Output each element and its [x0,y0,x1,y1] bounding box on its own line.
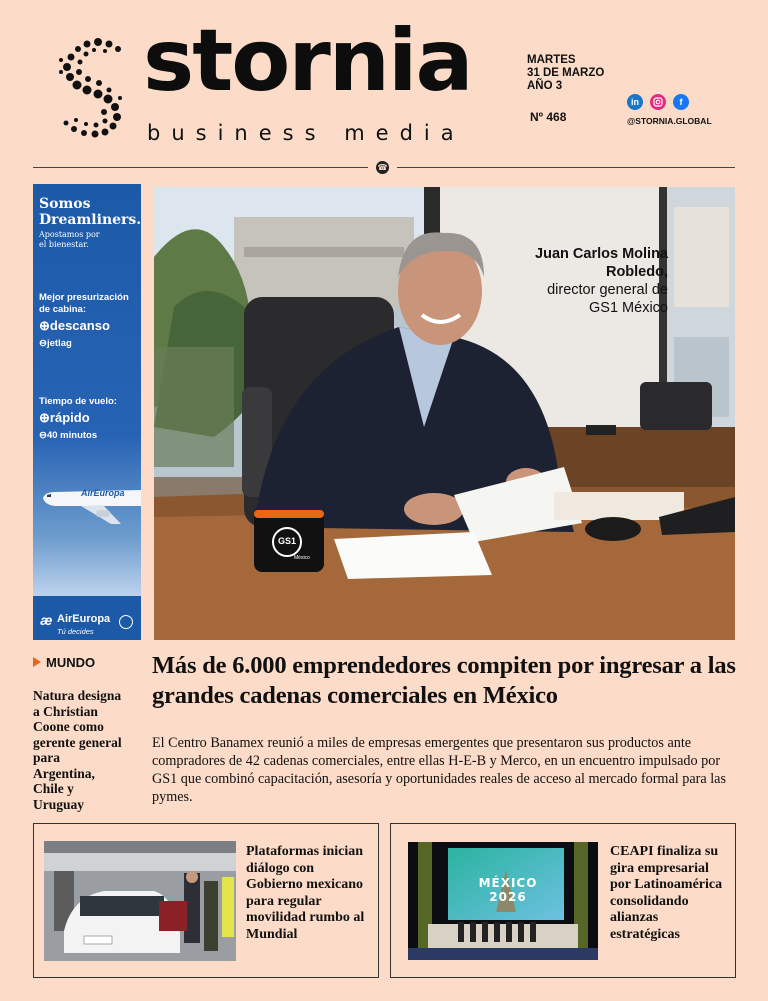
mug-logo-sub: México [294,555,310,561]
plus-circle-icon: ⊕ [39,318,50,333]
header-divider-right [397,167,735,168]
ad-block1-plus: ⊕descanso [39,318,110,333]
airline-ad[interactable] [33,184,141,640]
brand-tagline: business media [147,121,465,145]
conference-screen-text: MÉXICO 2026 [478,876,538,904]
story-image-conference [408,842,598,960]
ad-block1-minus: ⊖jetlag [39,338,72,349]
ad-title: Somos Dreamliners. [39,196,141,228]
section-label[interactable]: MUNDO [46,655,96,670]
header-divider-left [33,167,368,168]
plus-circle-icon: ⊕ [39,410,50,425]
ad-brand: AirEuropa [57,613,111,625]
airplane-label: AirEuropa [81,488,125,498]
caption-role: director general de GS1 México [547,282,668,316]
brand-logo-mark [58,36,128,138]
issue-date [527,54,617,93]
story-card-mobility[interactable] [33,823,379,978]
date-weekday: MARTES [527,54,576,66]
story-card-ceapi[interactable] [390,823,736,978]
mug-logo: GS1 [278,536,297,546]
issue-number: Nº 468 [530,110,567,124]
ad-block2-plus: ⊕rápido [39,410,90,425]
story-image-traffic [44,841,236,961]
brand-wordmark: stornia [143,11,472,111]
section-marker-icon [33,657,41,667]
phone-icon: ☎ [377,163,388,172]
linkedin-icon[interactable]: in [627,94,643,110]
minus-circle-icon: ⊖ [39,430,47,441]
ad-subtitle: Apostamos por el bienestar. [39,230,100,249]
social-handle[interactable]: @STORNIA.GLOBAL [627,116,712,126]
story-title-ceapi[interactable]: CEAPI finaliza su gira empresarial por Latinoamérica consolidando alianzas estratégicas [610,844,723,942]
instagram-icon[interactable] [650,94,666,110]
ad-brand-tag: Tú decides [57,627,94,636]
airline-logo-icon: æ [40,612,53,628]
caption-name: Juan Carlos Molina Robledo, [535,246,668,280]
ad-block1-heading: Mejor presurización de cabina: [39,292,129,315]
date-day: 31 DE MARZO [527,67,605,79]
ad-block2-minus: ⊖40 minutos [39,430,98,441]
main-headline[interactable]: Más de 6.000 emprendedores compiten por ingresar a las grandes cadenas comerciales en México [152,652,736,709]
minus-circle-icon: ⊖ [39,338,47,349]
ad-block2-heading: Tiempo de vuelo: [39,396,117,407]
date-year: AÑO 3 [527,80,563,92]
story-title-mobility[interactable]: Plataformas inician diálogo con Gobierno mexicano para regular movilidad rumbo al Mundial [246,844,365,942]
main-summary: El Centro Banamex reunió a miles de empresas emergentes que presentaron sus productos ante compradores de 42 cadenas comerciales, entre ellas H-E-B y Merco, en un encuentro impulsado por GS1 que combinó capacitación, asesoría y oportunidades reales de acceso al mercado formal para las pymes. [152,735,726,805]
alliance-badge-icon [119,615,133,629]
social-links [627,94,689,110]
airplane-image [41,480,141,531]
photo-caption [518,245,668,317]
facebook-icon[interactable]: f [673,94,689,110]
side-story-link[interactable]: Natura designa a Christian Coone como gerente general para Argentina, Chile y Uruguay [33,688,122,812]
